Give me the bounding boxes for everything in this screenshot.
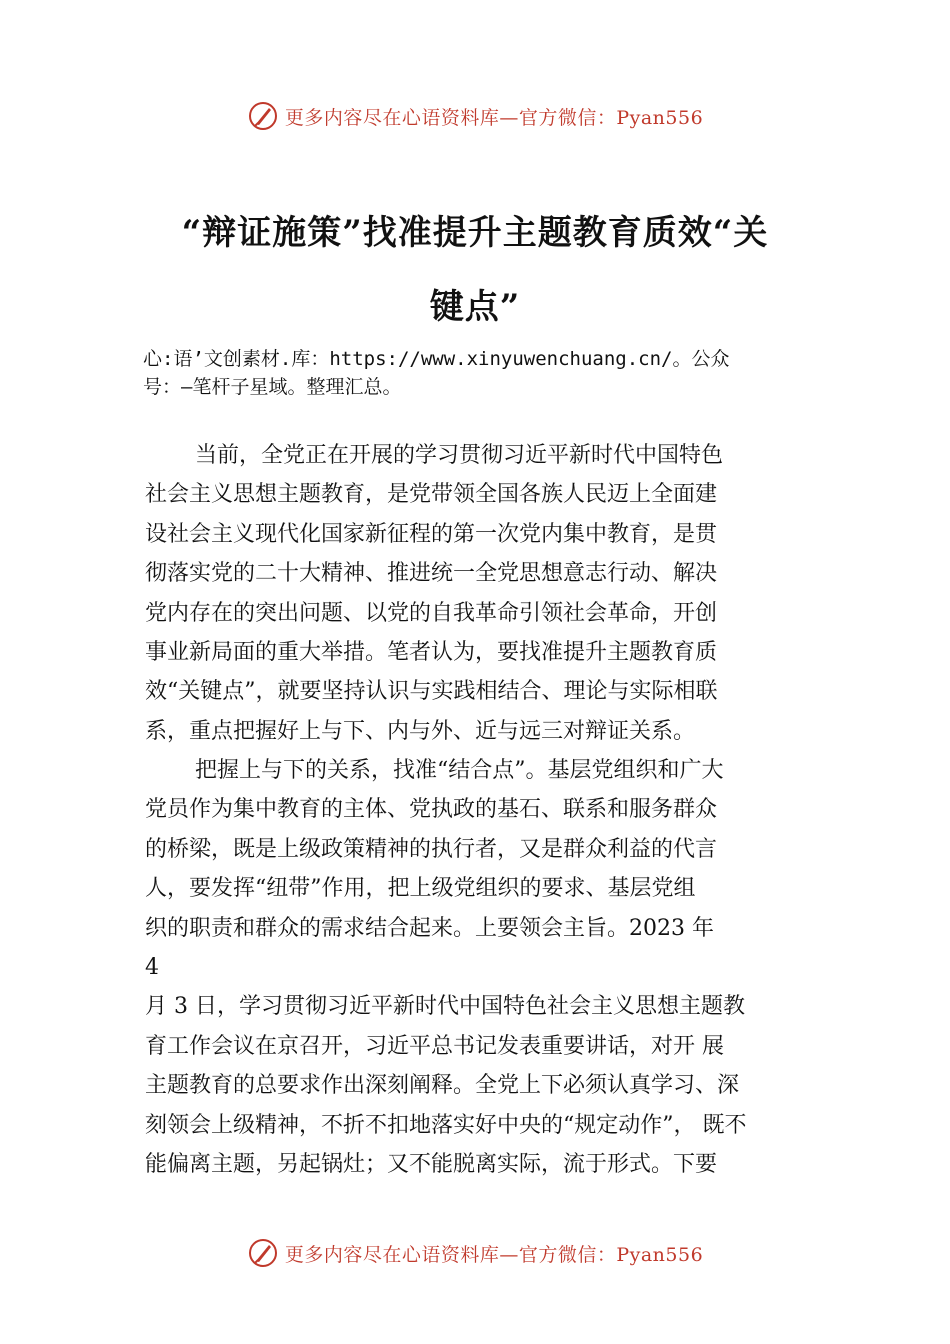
text-line: 的桥梁，既是上级政策精神的执行者，又是群众利益的代言 xyxy=(145,836,718,862)
text-line: 月 3 日，学习贯彻习近平新时代中国特色社会主义思想主题教 xyxy=(145,994,745,1020)
text-line: 彻落实党的二十大精神、推进统一全党思想意志行动、解决 xyxy=(145,561,718,587)
quill-pen-logo-icon xyxy=(247,1237,279,1269)
footer-banner xyxy=(0,1233,950,1273)
text-line: 党员作为集中教育的主体、党执政的基石、联系和服务群众 xyxy=(145,797,718,823)
body-paragraph-1 xyxy=(145,436,835,751)
quill-pen-logo-icon xyxy=(247,100,279,132)
source-note xyxy=(143,345,843,401)
text-line: 系，重点把握好上与下、内与外、近与远三对辩证关系。 xyxy=(145,718,696,744)
banner-text: 更多内容尽在心语资料库—官方微信：Pyan556 xyxy=(284,106,704,129)
text-line: 人，要发挥“纽带”作用，把上级党组织的要求、基层党组 xyxy=(145,876,696,902)
text-line: 设社会主义现代化国家新征程的第一次党内集中教育，是贯 xyxy=(145,521,718,547)
text-line: 把握上与下的关系，找准“结合点”。基层党组织和广大 xyxy=(195,758,724,783)
text-line: 社会主义思想主题教育，是党带领全国各族人民迈上全面建 xyxy=(145,482,718,508)
text-line: 育工作会议在京召开，习近平总书记发表重要讲话，对开 展 xyxy=(145,1033,724,1059)
banner-text: 更多内容尽在心语资料库—官方微信：Pyan556 xyxy=(284,1243,704,1266)
header-banner xyxy=(0,96,950,136)
text-line: 主题教育的总要求作出深刻阐释。全党上下必须认真学习、深 xyxy=(145,1073,740,1099)
body-paragraph-2 xyxy=(145,751,835,1184)
text-line: 4 xyxy=(145,955,159,981)
text-line: 党内存在的突出问题、以党的自我革命引领社会革命，开创 xyxy=(145,600,718,626)
text-line: 效“关键点”，就要坚持认识与实践相结合、理论与实际相联 xyxy=(145,679,718,705)
text-line: 织的职责和群众的需求结合起来。上要领会主旨。2023 年 xyxy=(145,915,714,941)
text-line: 能偏离主题，另起锅灶；又不能脱离实际，流于形式。下要 xyxy=(145,1152,718,1178)
text-line: 刻领会上级精神，不折不扣地落实好中央的“规定动作”， 既不 xyxy=(145,1112,747,1138)
source-line: 心:语’文创素材.库：https://www.xinyuwenchuang.cn/。公众 xyxy=(143,348,730,370)
text-line: 当前，全党正在开展的学习贯彻习近平新时代中国特色 xyxy=(195,443,724,468)
source-line: 号：—笔杆子星域。整理汇总。 xyxy=(143,376,402,398)
title-line: 键点” xyxy=(429,287,521,327)
title-line: “辩证施策”找准提升主题教育质效“关 xyxy=(181,213,769,253)
document-title xyxy=(120,196,830,344)
text-line: 事业新局面的重大举措。笔者认为，要找准提升主题教育质 xyxy=(145,640,718,666)
